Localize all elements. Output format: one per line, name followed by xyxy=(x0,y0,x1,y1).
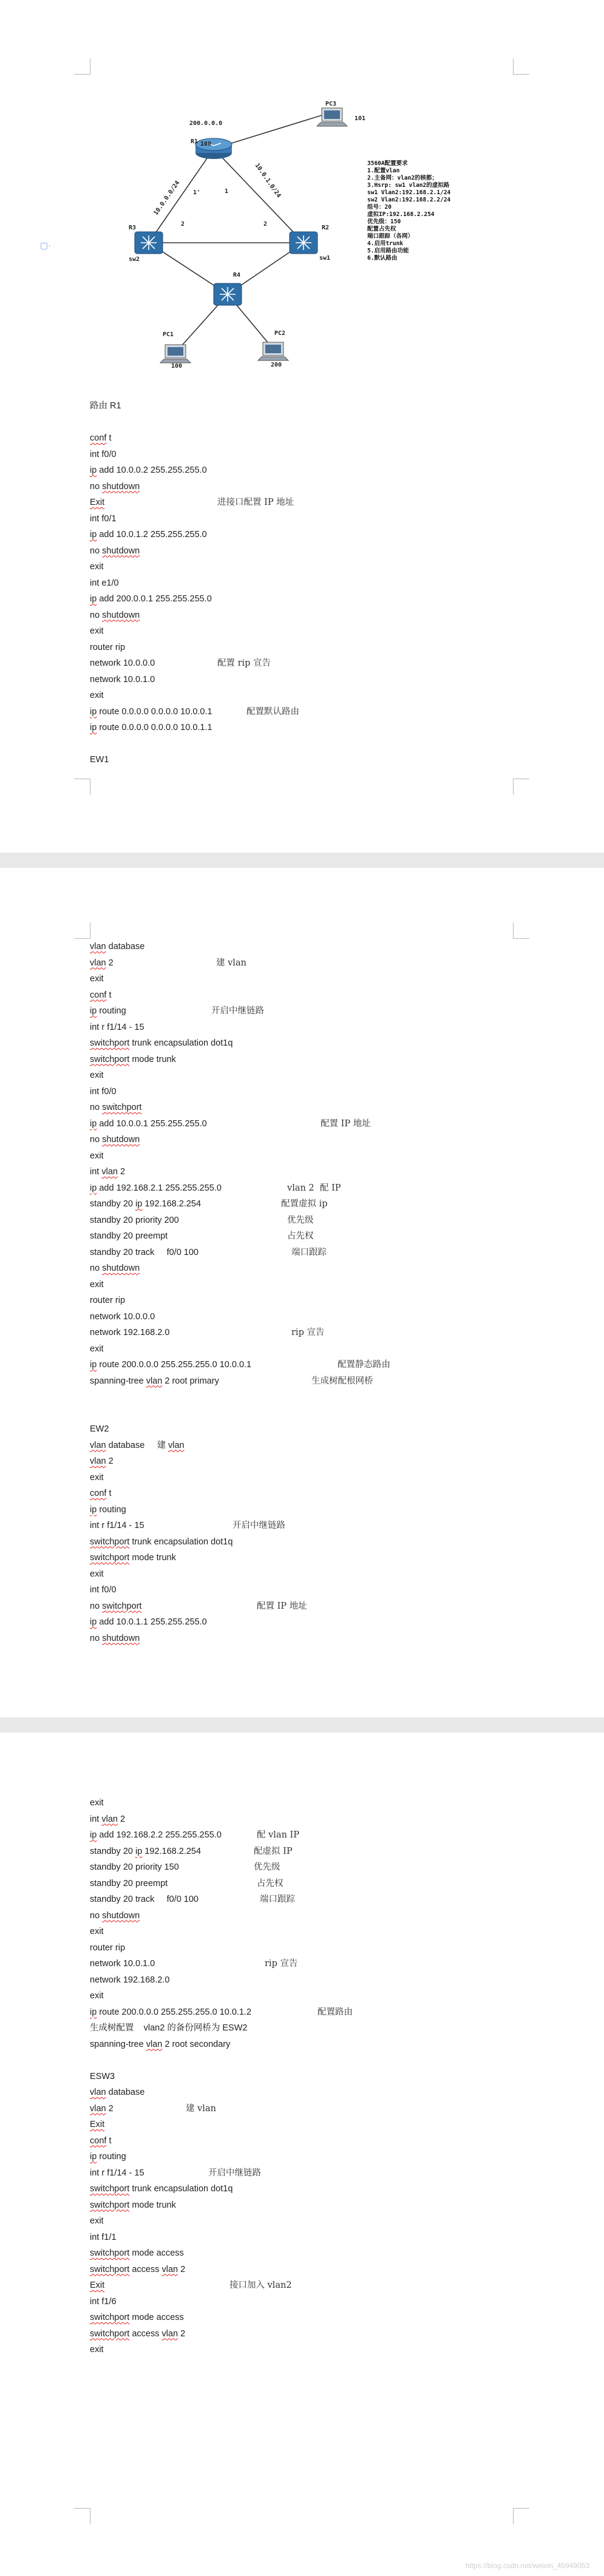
config-line-text: ip add 10.0.1.1 255.255.255.0 xyxy=(90,1617,207,1627)
config-line xyxy=(90,2326,251,2342)
switch-r3-icon xyxy=(135,232,163,254)
config-line xyxy=(90,720,212,736)
config-line-text: switchport access vlan 2 xyxy=(90,2328,186,2339)
config-line xyxy=(90,398,212,414)
requirement-line: 端口跟踪（各网） xyxy=(367,233,414,240)
config-line xyxy=(90,2101,251,2117)
requirement-line: 组号：20 xyxy=(367,204,392,211)
config-line xyxy=(90,1277,251,1293)
config-line xyxy=(90,1486,251,1502)
config-line xyxy=(90,2004,353,2021)
config-line-text: int r f1/14 - 15 xyxy=(90,2168,144,2178)
config-line xyxy=(90,479,212,495)
config-line xyxy=(90,1534,251,1550)
config-line-text: exit xyxy=(90,1344,104,1354)
config-line xyxy=(90,543,212,559)
pc1-icon xyxy=(160,345,191,363)
config-line-text: switchport mode trunk xyxy=(90,1553,176,1563)
config-line-comment: 端口跟踪 xyxy=(260,1895,295,1904)
config-line-text: int r f1/14 - 15 xyxy=(90,1521,144,1530)
config-line-text: switchport mode trunk xyxy=(90,1054,176,1064)
config-line xyxy=(90,462,212,479)
config-line-text: ip routing xyxy=(90,2152,126,2162)
config-line-text: conf t xyxy=(90,433,112,443)
config-line-text: network 10.0.1.0 xyxy=(90,674,155,685)
config-line-text: int e1/0 xyxy=(90,578,119,588)
config-line-comment: 开启中继链路 xyxy=(211,1006,264,1016)
config-line-comment: 配置 IP 地址 xyxy=(257,1601,307,1611)
config-line-text: Exit xyxy=(90,2120,105,2129)
crop-mark xyxy=(513,922,529,939)
config-line-text: exit xyxy=(90,1472,104,1482)
config-line-text: exit xyxy=(90,974,104,984)
config-line xyxy=(90,1631,251,1647)
config-line xyxy=(90,1924,251,1940)
config-line-text: spanning-tree vlan 2 root secondary xyxy=(90,2039,231,2049)
switch-r2-icon xyxy=(290,232,317,254)
config-line-comment: 配置路由 xyxy=(317,2007,353,2017)
config-line-text: vlan database xyxy=(90,2088,145,2097)
config-line-text: exit xyxy=(90,2216,104,2226)
config-line-text: vlan 2 xyxy=(90,1456,114,1466)
pc1-addr-label: 100 xyxy=(171,363,183,370)
config-line-text: int f1/1 xyxy=(90,2232,117,2242)
r1-port-label: 100 xyxy=(200,141,212,147)
config-line-text: vlan database 建 vlan xyxy=(90,1440,185,1450)
document-paste-icon[interactable]: ▢· xyxy=(40,240,51,250)
config-line-text: EW2 xyxy=(90,1424,109,1434)
config-line-comment: 配 vlan IP xyxy=(257,1830,300,1840)
config-line xyxy=(90,752,212,768)
r1-network-label: 200.0.0.0 xyxy=(189,120,223,127)
config-line xyxy=(90,1405,251,1422)
config-line-comment: 配置静态路由 xyxy=(338,1360,390,1370)
sw2-label: sw2 xyxy=(129,256,140,263)
config-line-comment: 建 vlan xyxy=(216,958,246,968)
config-line xyxy=(90,987,251,1004)
config-line xyxy=(90,2277,292,2294)
config-line-text: exit xyxy=(90,1927,104,1936)
config-line xyxy=(90,1518,285,1534)
config-line-text: network 10.0.1.0 xyxy=(90,1959,155,1969)
config-line-text: int f0/0 xyxy=(90,1585,117,1595)
requirement-line: 配置占先权 xyxy=(367,226,396,232)
link-label-1prime: 1' xyxy=(193,189,201,196)
config-line-text: ip routing xyxy=(90,1504,126,1515)
config-line xyxy=(90,1341,251,1357)
config-line-text: exit xyxy=(90,1991,104,2001)
crop-mark xyxy=(513,58,529,75)
config-line-comment: 配置 IP 地址 xyxy=(321,1118,371,1129)
config-line xyxy=(90,2181,251,2197)
config-line-text: no shutdown xyxy=(90,610,140,620)
requirement-line: 5.启用路由功能 xyxy=(367,248,409,254)
config-line xyxy=(90,955,251,972)
config-line xyxy=(90,1180,341,1197)
config-line-text: standby 20 ip 192.168.2.254 xyxy=(90,1199,202,1209)
pc3-icon xyxy=(317,108,347,126)
config-line-text: standby 20 priority 200 xyxy=(90,1215,179,1225)
r4-label: R4 xyxy=(233,272,241,279)
config-line-comment: 生成树配根网桥 xyxy=(311,1376,373,1386)
pc2-label: PC2 xyxy=(274,330,286,337)
config-line-text: spanning-tree vlan 2 root primary xyxy=(90,1376,219,1386)
config-line-text: int f0/0 xyxy=(90,1086,117,1097)
config-line xyxy=(90,1116,371,1132)
config-line xyxy=(90,1212,314,1229)
config-line xyxy=(90,607,212,624)
config-line xyxy=(90,2310,251,2326)
config-line xyxy=(90,704,299,720)
config-line xyxy=(90,527,212,543)
config-line xyxy=(90,1325,325,1341)
config-line xyxy=(90,2052,251,2069)
config-line xyxy=(90,1438,251,1454)
switch-r4-icon xyxy=(214,283,242,305)
requirement-line: sw2 Vlan2:192.168.2.2/24 xyxy=(367,197,451,203)
config-line xyxy=(90,1084,251,1100)
config-line xyxy=(90,575,212,592)
config-line xyxy=(90,1940,251,1956)
config-line xyxy=(90,1389,251,1405)
config-line-text: int f0/1 xyxy=(90,513,117,524)
config-line xyxy=(90,2133,251,2149)
pc2-icon xyxy=(258,342,288,360)
config-line-text: router rip xyxy=(90,642,126,652)
config-line-text: int f1/6 xyxy=(90,2296,117,2307)
crop-mark xyxy=(513,779,529,795)
config-line xyxy=(90,1373,373,1390)
config-line xyxy=(90,2037,251,2053)
config-line xyxy=(90,2229,251,2246)
link-r1-r3 xyxy=(149,149,214,243)
pc3-addr-label: 101 xyxy=(355,115,366,122)
config-line xyxy=(90,736,212,752)
config-line-text: int vlan 2 xyxy=(90,1167,126,1177)
config-line-comment: 配虚拟 IP xyxy=(254,1846,293,1856)
config-line-comment: 开启中继链路 xyxy=(208,2168,261,2178)
config-line-text: ip route 0.0.0.0 0.0.0.0 10.0.1.1 xyxy=(90,723,212,732)
config-line-text: standby 20 preempt xyxy=(90,1878,168,1888)
document-page-3 xyxy=(0,1733,604,2576)
config-line xyxy=(90,2245,251,2262)
config-line-text: exit xyxy=(90,1279,104,1290)
pc1-label: PC1 xyxy=(163,331,174,338)
config-line-text: exit xyxy=(90,2345,104,2355)
config-line xyxy=(90,1502,251,1518)
config-line xyxy=(90,2165,261,2182)
config-line-comment: rip 宣告 xyxy=(291,1328,325,1337)
config-line-text: switchport mode access xyxy=(90,2313,184,2322)
config-line-text: ip add 192.168.2.1 255.255.255.0 xyxy=(90,1183,222,1193)
requirement-line: 1.配置vlan xyxy=(367,167,400,174)
config-line-text: Exit xyxy=(90,2280,105,2290)
config-text-page-2 xyxy=(90,939,390,1646)
config-line-text: switchport trunk encapsulation dot1q xyxy=(90,1536,233,1547)
config-line xyxy=(90,559,212,575)
config-line-text: router rip xyxy=(90,1296,126,1305)
config-line-text: vlan 2 xyxy=(90,958,114,968)
config-line-text: no shutdown xyxy=(90,1135,140,1144)
config-line-text: no shutdown xyxy=(90,546,140,556)
crop-mark xyxy=(74,58,90,75)
config-line xyxy=(90,1795,251,1811)
config-line xyxy=(90,655,271,672)
r3-label: R3 xyxy=(129,225,137,231)
config-line xyxy=(90,1148,251,1165)
config-line xyxy=(90,1988,251,2004)
config-line-text: no shutdown xyxy=(90,1633,140,1643)
config-line xyxy=(90,1550,251,1566)
config-line xyxy=(90,1582,251,1598)
config-line-text: switchport trunk encapsulation dot1q xyxy=(90,2184,233,2194)
config-line xyxy=(90,1827,300,1844)
config-line-comment: 优先级 xyxy=(254,1862,280,1872)
config-line-text: exit xyxy=(90,1569,104,1579)
config-line xyxy=(90,1260,251,1277)
config-line-text: switchport mode trunk xyxy=(90,2200,176,2210)
config-line-text: vlan database xyxy=(90,942,145,952)
config-line-text: standby 20 priority 150 xyxy=(90,1862,179,1872)
config-line-text: 生成树配置 vlan2 的备份网桥为 ESW2 xyxy=(90,2023,248,2033)
watermark: https://blog.csdn.net/weixin_45949053 xyxy=(465,2561,589,2570)
document-page-1 xyxy=(0,0,604,853)
config-line-comment: vlan 2 配 IP xyxy=(287,1183,341,1193)
requirement-line: 3560A配置要求 xyxy=(367,160,408,167)
link-label-1: 1 xyxy=(225,188,229,195)
config-line xyxy=(90,1052,251,1068)
config-line xyxy=(90,688,212,704)
config-line-text: switchport mode access xyxy=(90,2248,184,2258)
document-page-2 xyxy=(0,868,604,1717)
crop-mark xyxy=(74,779,90,795)
config-line xyxy=(90,623,212,640)
config-line xyxy=(90,1859,280,1876)
config-line-comment: 进接口配置 IP 地址 xyxy=(217,498,294,507)
config-line xyxy=(90,1811,251,1828)
network-topology-diagram xyxy=(36,97,498,382)
config-line-text: conf t xyxy=(90,2135,112,2146)
pc3-label: PC3 xyxy=(325,101,337,107)
config-line xyxy=(90,495,294,511)
config-line-text: ESW3 xyxy=(90,2071,115,2081)
config-line-comment: 端口跟踪 xyxy=(291,1247,327,1257)
config-line-comment: 配置 rip 宣告 xyxy=(217,658,271,668)
config-line xyxy=(90,2149,251,2165)
config-line xyxy=(90,1309,251,1325)
config-line-comment: 接口加入 vlan2 xyxy=(229,2280,292,2290)
config-line xyxy=(90,1614,251,1631)
config-line xyxy=(90,1293,251,1309)
config-line-text: no shutdown xyxy=(90,1263,140,1273)
config-line-text: switchport trunk encapsulation dot1q xyxy=(90,1038,233,1048)
link-label-2a: 2 xyxy=(181,221,185,228)
config-line-text: exit xyxy=(90,1798,104,1808)
config-line-text: exit xyxy=(90,1151,104,1161)
config-line-comment: 配置默认路由 xyxy=(246,706,299,717)
config-line-text: vlan 2 xyxy=(90,2103,114,2114)
config-line-text: no switchport xyxy=(90,1103,142,1112)
config-line-text: network 10.0.0.0 xyxy=(90,658,155,668)
config-line-text: network 10.0.0.0 xyxy=(90,1311,155,1322)
config-line xyxy=(90,430,212,447)
config-line-comment: rip 宣告 xyxy=(265,1959,298,1969)
config-line xyxy=(90,2294,251,2310)
config-line-text: network 192.168.2.0 xyxy=(90,1328,170,1337)
config-line-text: standby 20 track f0/0 100 xyxy=(90,1247,199,1257)
config-line xyxy=(90,1132,251,1148)
config-line xyxy=(90,1598,307,1615)
requirement-line: sw1 Vlan2:192.168.2.1/24 xyxy=(367,189,451,196)
config-line xyxy=(90,1566,251,1583)
config-line xyxy=(90,1891,295,1908)
config-line xyxy=(90,511,212,527)
config-line-text: ip add 10.0.1.2 255.255.255.0 xyxy=(90,530,207,539)
requirement-line: 4.启用trunk xyxy=(367,240,404,247)
config-line-text: 路由 R1 xyxy=(90,401,121,411)
config-line-text: ip route 200.0.0.0 255.255.255.0 10.0.1.2 xyxy=(90,2007,252,2017)
config-line xyxy=(90,1035,251,1052)
config-line-text: exit xyxy=(90,1070,104,1080)
config-line xyxy=(90,1164,251,1180)
config-line xyxy=(90,447,212,463)
config-line xyxy=(90,2084,251,2101)
config-line-text: ip add 10.0.0.2 255.255.255.0 xyxy=(90,465,207,475)
requirements-list xyxy=(367,160,451,262)
requirement-line: 优先级：150 xyxy=(367,218,401,225)
crop-mark xyxy=(74,922,90,939)
requirement-line: 虚拟IP:192.168.2.254 xyxy=(367,211,435,218)
r1-label: R1 xyxy=(191,138,199,145)
config-line-text: switchport access vlan 2 xyxy=(90,2264,186,2274)
config-line-comment: 占先权 xyxy=(257,1878,283,1888)
config-line xyxy=(90,1876,283,1892)
config-line xyxy=(90,640,212,656)
config-line-text: ip add 192.168.2.2 255.255.255.0 xyxy=(90,1830,222,1840)
config-line xyxy=(90,2197,251,2214)
crop-mark xyxy=(513,2508,529,2524)
config-text-page-3 xyxy=(90,1795,353,2358)
config-line-text: router rip xyxy=(90,1942,126,1953)
config-line-comment: 开启中继链路 xyxy=(232,1521,285,1530)
config-line xyxy=(90,2342,251,2358)
config-line-text: exit xyxy=(90,562,104,572)
config-line-text: conf t xyxy=(90,990,112,1000)
config-line-text: int r f1/14 - 15 xyxy=(90,1022,144,1032)
config-line xyxy=(90,2117,251,2133)
config-line-text: ip route 0.0.0.0 0.0.0.0 10.0.0.1 xyxy=(90,706,212,717)
config-line-text: no shutdown xyxy=(90,481,140,492)
config-line-comment: 占先权 xyxy=(287,1231,314,1241)
config-text-page-1 xyxy=(90,398,299,768)
config-line xyxy=(90,1470,251,1486)
link-label-2b: 2 xyxy=(263,221,268,228)
config-line xyxy=(90,2213,251,2229)
link-r3-subnet-label: 10.0.0.0/24 xyxy=(152,180,182,217)
config-line xyxy=(90,939,251,955)
config-line xyxy=(90,2262,251,2278)
config-line xyxy=(90,1067,251,1084)
config-line xyxy=(90,672,212,688)
config-line-comment: 优先级 xyxy=(287,1215,314,1225)
config-line-text: no switchport xyxy=(90,1601,142,1611)
config-line-text: int f0/0 xyxy=(90,449,117,459)
config-line xyxy=(90,1453,251,1470)
config-line xyxy=(90,2020,251,2037)
config-line-text: standby 20 ip 192.168.2.254 xyxy=(90,1846,202,1856)
config-line-text: standby 20 preempt xyxy=(90,1231,168,1241)
config-line xyxy=(90,1228,314,1245)
requirement-line: 2.主备网：vlan2的核都； xyxy=(367,175,438,181)
config-line-text: int vlan 2 xyxy=(90,1814,126,1824)
config-line xyxy=(90,591,212,607)
config-line xyxy=(90,1844,293,1860)
config-line xyxy=(90,1019,251,1036)
config-line-text: ip add 10.0.0.1 255.255.255.0 xyxy=(90,1118,207,1129)
config-line-text: standby 20 track f0/0 100 xyxy=(90,1895,199,1904)
config-line-text: exit xyxy=(90,691,104,700)
requirement-line: 3.Hsrp: sw1 vlan2的虚拟路 xyxy=(367,182,450,189)
config-line xyxy=(90,1956,298,1972)
sw1-label: sw1 xyxy=(319,255,331,262)
crop-mark xyxy=(74,2508,90,2524)
config-line xyxy=(90,1245,327,1261)
config-line-text: no shutdown xyxy=(90,1910,140,1921)
config-line xyxy=(90,1908,251,1924)
config-line-comment: 配置虚拟 ip xyxy=(281,1199,328,1209)
requirement-line: 6.默认路由 xyxy=(367,255,398,262)
config-line-comment: 建 vlan xyxy=(186,2103,216,2114)
config-line-text: ip add 200.0.0.1 255.255.255.0 xyxy=(90,594,212,604)
config-line-text: EW1 xyxy=(90,755,109,765)
config-line-text: exit xyxy=(90,626,104,636)
config-line xyxy=(90,1421,251,1438)
link-r2-subnet-label: 10.0.1.0/24 xyxy=(253,162,282,199)
config-line xyxy=(90,414,212,431)
config-line-text: network 192.168.2.0 xyxy=(90,1975,170,1985)
config-line-text: ip route 200.0.0.0 255.255.255.0 10.0.0.1 xyxy=(90,1360,252,1370)
config-line-text: Exit xyxy=(90,498,105,507)
config-line xyxy=(90,971,251,987)
config-line xyxy=(90,1196,328,1212)
config-line-text: ip routing xyxy=(90,1006,126,1016)
config-line xyxy=(90,1003,264,1019)
config-line xyxy=(90,1100,251,1116)
r2-label: R2 xyxy=(322,225,330,231)
config-line xyxy=(90,1357,390,1373)
pc2-addr-label: 200 xyxy=(271,362,282,368)
config-line-text: conf t xyxy=(90,1489,112,1498)
config-line xyxy=(90,1972,251,1989)
config-line xyxy=(90,2069,251,2085)
